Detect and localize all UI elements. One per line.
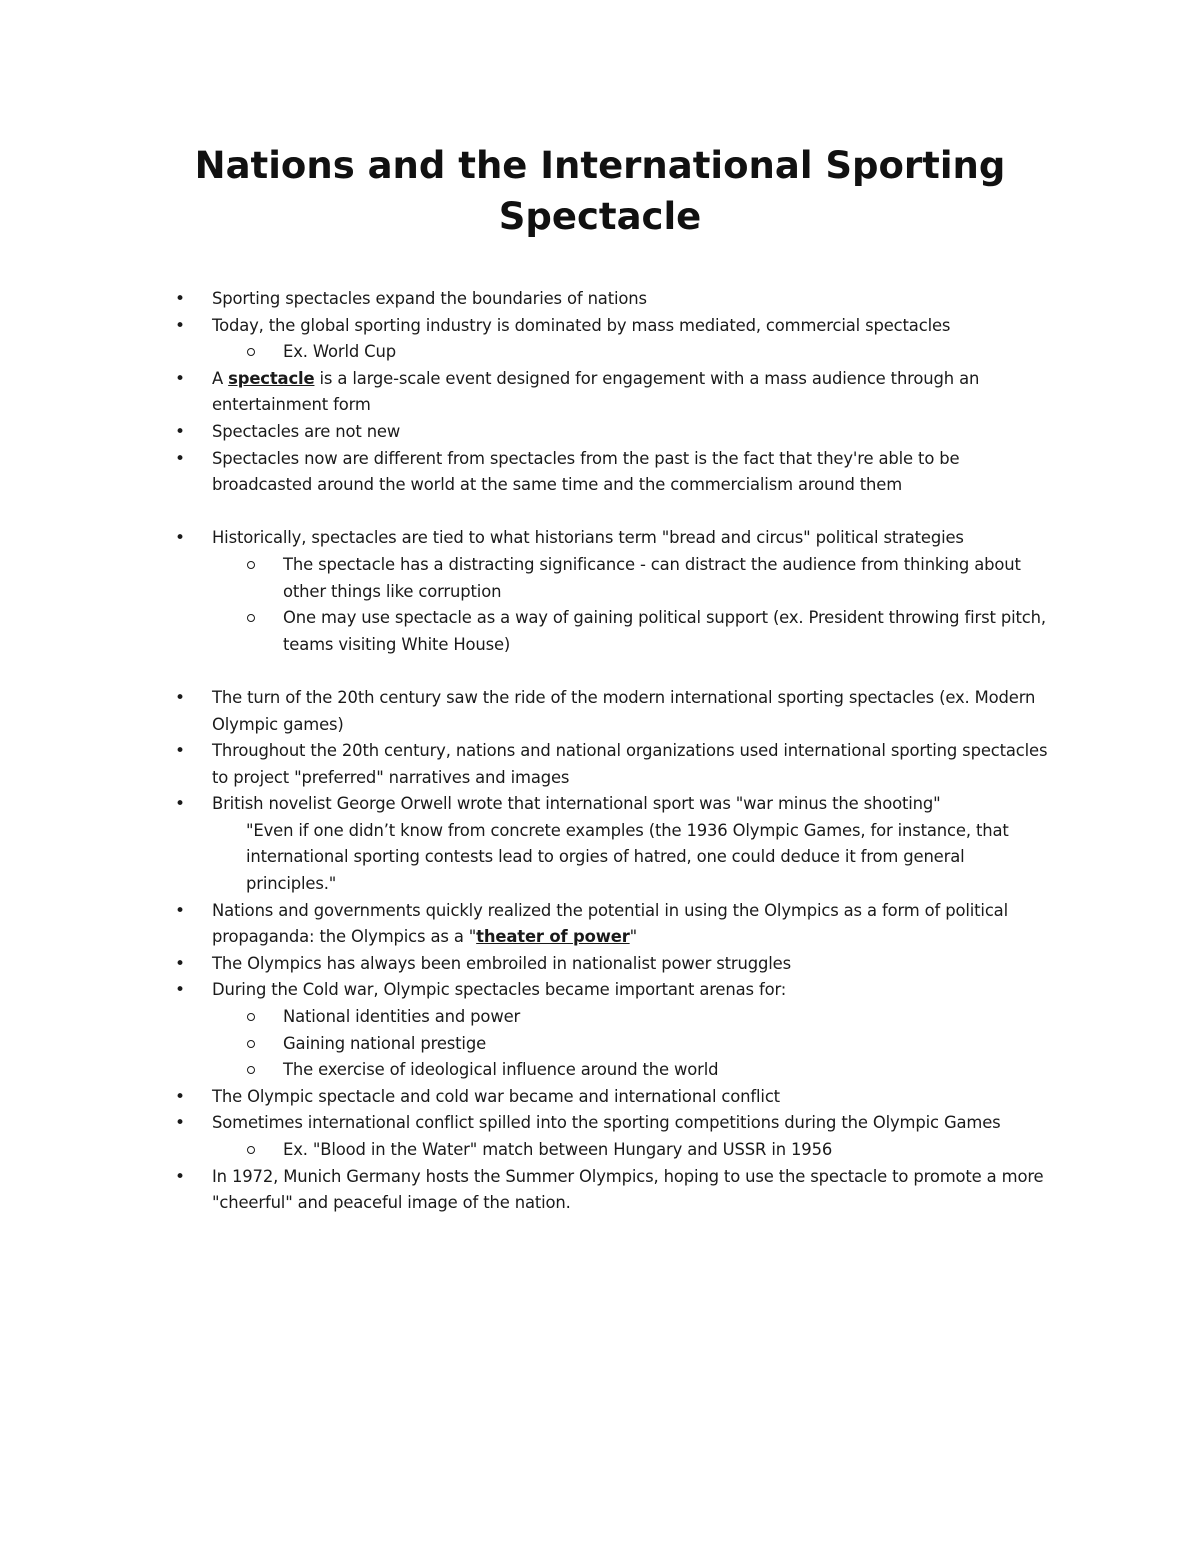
list-item: • Spectacles are not new (0, 419, 1064, 446)
notes-list (0, 286, 1200, 1217)
sub-list-item: National identities and power (0, 1004, 1064, 1031)
sub-list-item: Ex. "Blood in the Water" match between Hungary and USSR in 1956 (0, 1137, 1064, 1164)
list-item: • A spectacle is a large-scale event designed for engagement with a mass audience through an entertainment form (0, 366, 1064, 419)
bullet-icon: • (175, 528, 185, 549)
bullet-icon: • (175, 741, 185, 762)
bullet-icon: • (175, 448, 185, 469)
list-item: • During the Cold war, Olympic spectacles became important arenas for: (0, 977, 1064, 1004)
bullet-icon: • (175, 421, 185, 442)
list-item: • Sporting spectacles expand the boundaries of nations (0, 286, 1064, 313)
circle-bullet-icon (247, 614, 255, 622)
circle-bullet-icon (247, 348, 255, 356)
sub-list-item: Gaining national prestige (0, 1031, 1064, 1058)
bullet-icon: • (175, 1086, 185, 1107)
sub-list-item: Ex. World Cup (0, 339, 1064, 366)
list-item: • Sometimes international conflict spilled into the sporting competitions during the Olympic Games (0, 1110, 1064, 1137)
sub-list-item: One may use spectacle as a way of gaining political support (ex. President throwing first pitch, teams visiting White House) (0, 605, 1064, 658)
bullet-icon: • (175, 1166, 185, 1187)
list-item: • The Olympic spectacle and cold war became and international conflict (0, 1084, 1064, 1111)
paragraph-gap (0, 499, 1200, 526)
list-item: • Today, the global sporting industry is dominated by mass mediated, commercial spectacles (0, 313, 1064, 340)
bullet-icon: • (175, 900, 185, 921)
list-item: • The turn of the 20th century saw the ride of the modern international sporting spectacles (ex. Modern Olympic games) (0, 685, 1064, 738)
list-item: • Throughout the 20th century, nations and national organizations used international sporting spectacles to project "preferred" narratives and images (0, 738, 1064, 791)
sub-list-item: The spectacle has a distracting significance - can distract the audience from thinking about other things like corruption (0, 552, 1064, 605)
bullet-icon: • (175, 980, 185, 1001)
list-item: • British novelist George Orwell wrote that international sport was "war minus the shooting" (0, 791, 1064, 818)
bullet-icon: • (175, 289, 185, 309)
bullet-icon: • (175, 953, 185, 974)
bullet-icon: • (175, 368, 185, 389)
circle-bullet-icon (247, 1146, 255, 1154)
list-item: • The Olympics has always been embroiled in nationalist power struggles (0, 951, 1064, 978)
paragraph-gap (0, 658, 1200, 685)
list-item: • Spectacles now are different from spectacles from the past is the fact that they're able to be broadcasted around the world at the same time and the commercialism around them (0, 446, 1064, 499)
bullet-icon: • (175, 1113, 185, 1134)
circle-bullet-icon (247, 1066, 255, 1074)
emphasized-term: spectacle (228, 368, 315, 388)
circle-bullet-icon (247, 1013, 255, 1021)
list-item: • Historically, spectacles are tied to what historians term "bread and circus" political strategies (0, 525, 1064, 552)
list-item: • Nations and governments quickly realized the potential in using the Olympics as a form of political propaganda: the Olympics as a "theater of power" (0, 898, 1064, 951)
circle-bullet-icon (247, 561, 255, 569)
list-item: • In 1972, Munich Germany hosts the Summer Olympics, hoping to use the spectacle to promote a more "cheerful" and peaceful image of the nation. (0, 1164, 1064, 1217)
bullet-icon: • (175, 315, 185, 336)
orwell-quote: "Even if one didn’t know from concrete examples (the 1936 Olympic Games, for instance, that international sporting contests lead to orgies of hatred, one could deduce it from general principles." (246, 820, 1009, 894)
sub-list-item: The exercise of ideological influence around the world (0, 1057, 1064, 1084)
bullet-icon: • (175, 794, 185, 815)
bullet-icon: • (175, 687, 185, 708)
page-title: Nations and the International Sporting Spectacle (194, 144, 1006, 238)
circle-bullet-icon (247, 1040, 255, 1048)
emphasized-term: theater of power (476, 927, 630, 947)
